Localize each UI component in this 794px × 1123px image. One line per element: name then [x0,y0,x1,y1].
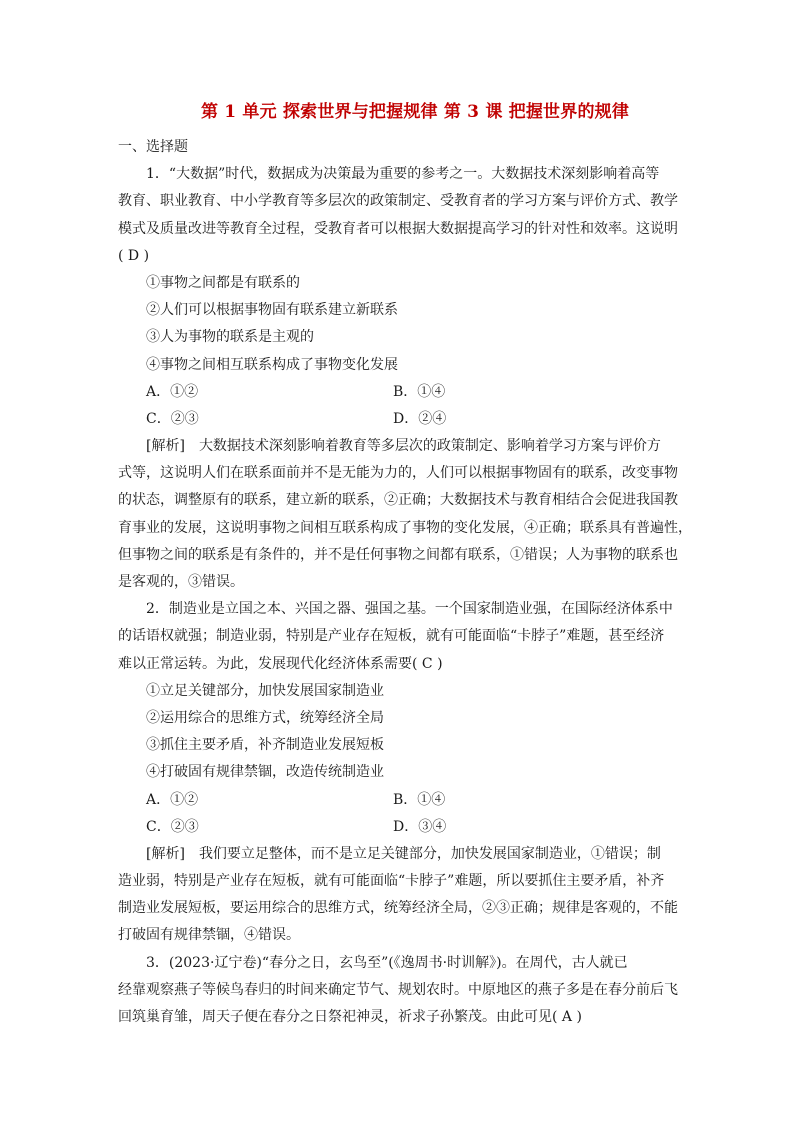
statement-option: ④打破固有规律禁锢，改造传统制造业 [146,764,384,781]
statement-option: ①立足关键部分，加快发展国家制造业 [146,682,384,699]
page-title: 第 1 单元 探索世界与把握规律 第 3 课 把握世界的规律 [200,102,630,122]
choice-row [118,814,678,841]
choice-c: C．②③ [146,410,199,427]
analysis-line: 打破固有规律禁锢，④错误。 [118,927,300,944]
choice-a: A．①② [146,383,199,400]
statement-option: ②运用综合的思维方式，统筹经济全局 [146,709,384,726]
analysis-tag: [解析] [146,845,185,862]
analysis-line: 制造业发展短板，要运用综合的思维方式，统筹经济全局，②③正确；规律是客观的，不能 [118,900,678,917]
question-stem-line: 模式及质量改进等教育全过程，受教育者可以根据大数据提高学习的针对性和效率。这说明 [118,220,678,237]
question-1 [118,161,692,596]
analysis-line: 造业弱，特别是产业存在短板，就有可能面临“卡脖子”难题，所以要抓住主要矛盾，补齐 [118,873,665,890]
analysis-line: 是客观的，③错误。 [118,574,244,590]
choice-a: A．①② [146,791,199,808]
analysis-tag: [解析] [146,438,185,455]
analysis-line [118,433,678,460]
analysis-line: 式等，这说明人们在联系面前并不是无能为力的，人们可以根据事物固有的联系，改变事物 [118,465,678,482]
question-stem-line: 1．“大数据”时代，数据成为决策最为重要的参考之一。大数据技术深刻影响着高等 [146,166,660,183]
analysis-line: 但事物之间的联系是有条件的，并不是任何事物之间都有联系，①错误；人为事物的联系也 [118,546,678,563]
statement-option: ①事物之间都是有联系的 [146,274,300,291]
statement-option: ②人们可以根据事物固有联系建立新联系 [146,302,398,319]
analysis-text: 我们要立足整体，而不是立足关键部分，加快发展国家制造业，①错误；制 [198,845,661,862]
question-stem-line: 的话语权就强；制造业弱，特别是产业存在短板，就有可能面临“卡脖子”难题，甚至经济 [118,628,665,645]
section-heading: 一、选择题 [118,139,188,155]
choice-c: C．②③ [146,818,199,835]
analysis-line: 育事业的发展，这说明事物之间相互联系构成了事物的变化发展，④正确；联系具有普遍性， [118,519,692,536]
question-3 [118,950,678,1032]
question-answer: ( D ) [118,247,150,264]
choice-d: D．②④ [393,410,447,427]
statement-option: ③抓住主要矛盾，补齐制造业发展短板 [146,737,384,754]
choice-row [118,379,678,406]
analysis-line [118,841,678,868]
choice-row [118,406,678,433]
analysis-line: 的状态，调整原有的联系，建立新的联系，②正确；大数据技术与教育相结合会促进我国教 [118,492,678,509]
analysis-text: 大数据技术深刻影响着教育等多层次的政策制定、影响着学习方案与评价方 [198,438,661,455]
question-stem-line: 经靠观察燕子等候鸟春归的时间来确定节气、规划农时。中原地区的燕子多是在春分前后飞 [118,981,678,998]
question-stem-line: 回筑巢育雏，周天子便在春分之日祭祀神灵，祈求子孙繁茂。由此可见( A ) [118,1009,582,1025]
question-stem-line: 2．制造业是立国之本、兴国之器、强国之基。一个国家制造业强，在国际经济体系中 [146,601,673,618]
choice-row [118,787,678,814]
choice-b: B．①④ [393,791,446,808]
question-stem-line: 难以正常运转。为此，发展现代化经济体系需要( C ) [118,655,443,672]
choice-d: D．③④ [393,818,447,835]
question-stem-line: 3．(2023·辽宁卷)“春分之日，玄鸟至”(《逸周书·时训解》)。在周代，古人就已 [146,954,628,971]
statement-option: ④事物之间相互联系构成了事物变化发展 [146,356,398,373]
document-body [118,134,692,1031]
question-2 [118,596,678,949]
question-stem-line: 教育、职业教育、中小学教育等多层次的政策制定、受教育者的学习方案与评价方式、教学 [118,193,678,210]
choice-b: B．①④ [393,383,446,400]
statement-option: ③人为事物的联系是主观的 [146,329,314,346]
